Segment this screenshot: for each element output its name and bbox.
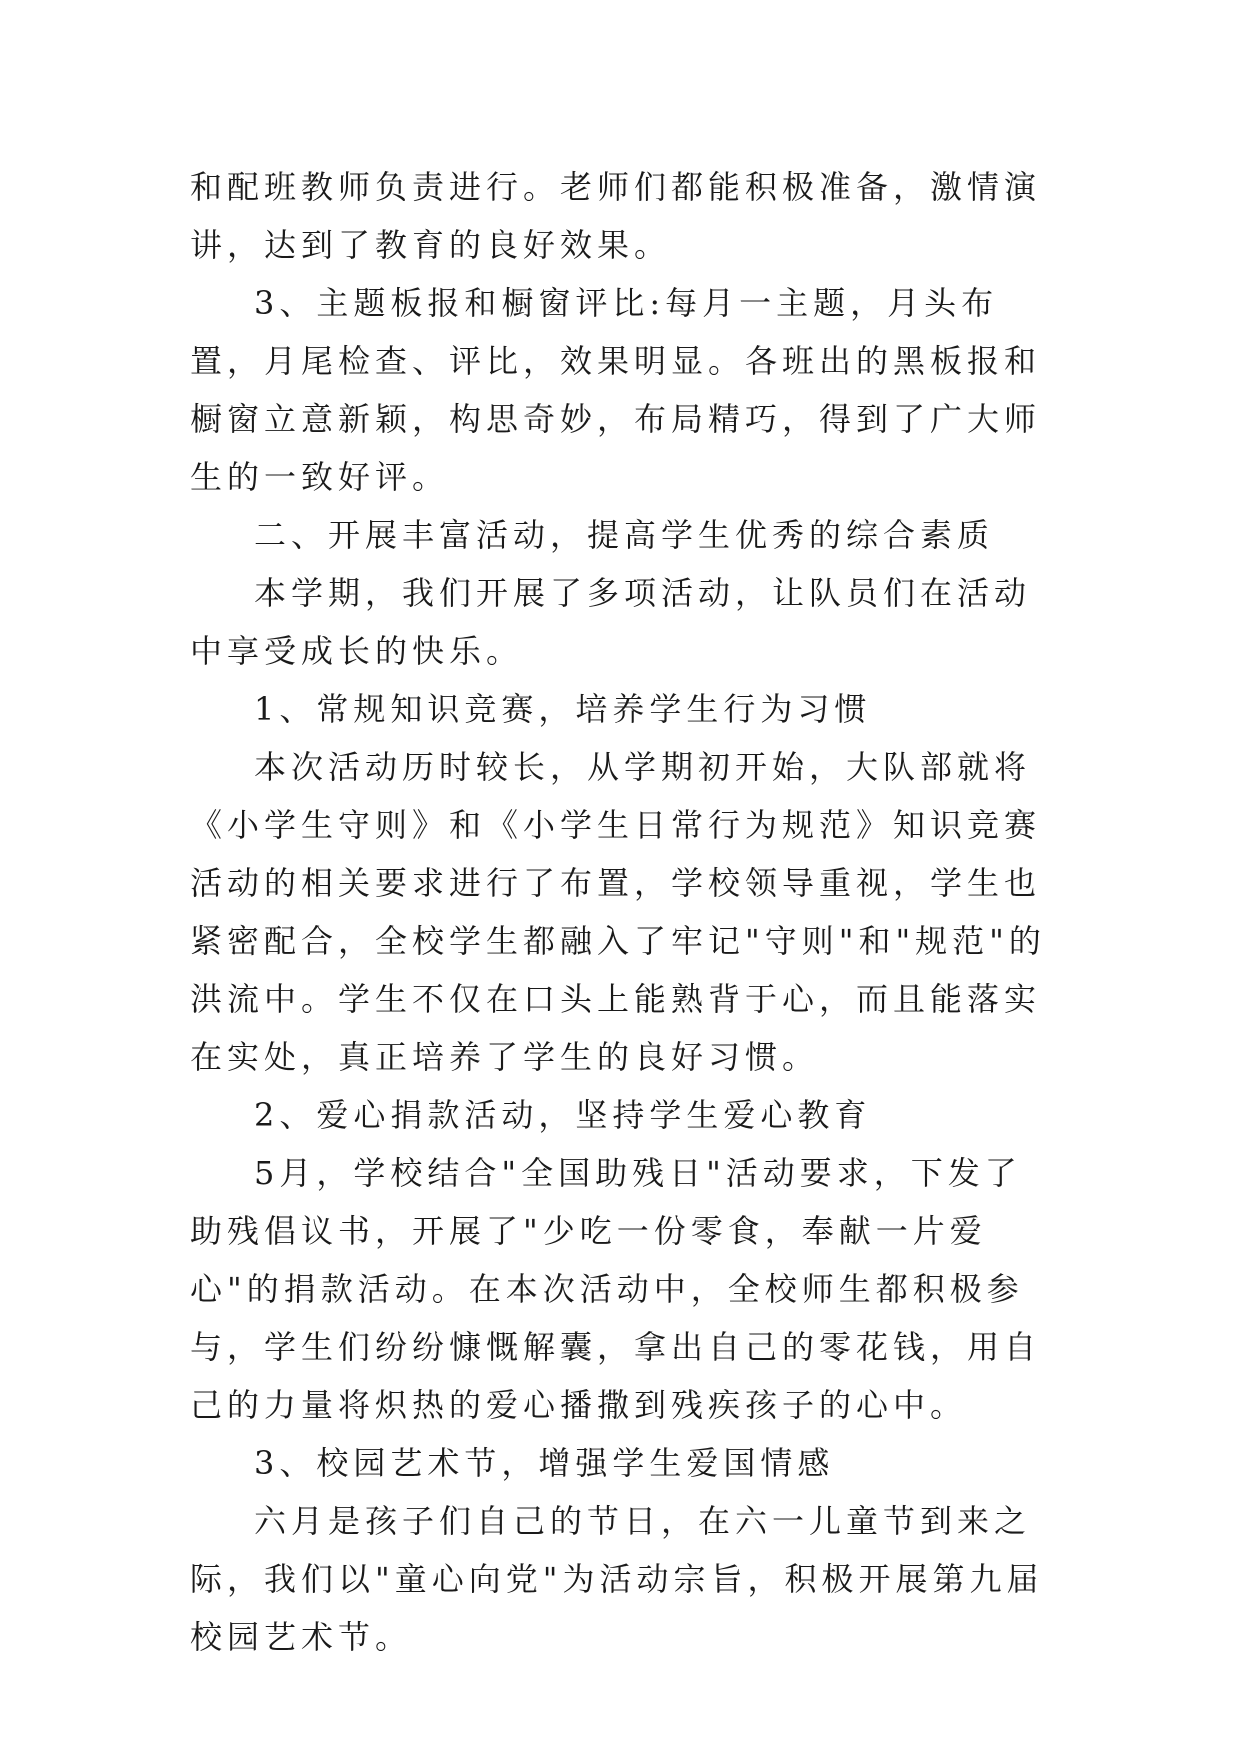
- subheading-knowledge-contest: 1、常规知识竞赛，培养学生行为习惯: [254, 690, 872, 728]
- subheading-art-festival: 3、校园艺术节，增强学生爱国情感: [254, 1444, 835, 1482]
- paragraph-activities-intro: 本学期，我们开展了多项活动，让队员们在活动中享受成长的快乐。: [190, 574, 1032, 670]
- paragraph-continuation: 和配班教师负责进行。老师们都能积极准备，激情演讲，达到了教育的良好效果。: [190, 168, 1042, 264]
- paragraph-donation: 5月，学校结合"全国助残日"活动要求，下发了助残倡议书，开展了"少吃一份零食，奉献一片爱心"的捐款活动。在本次活动中，全校师生都积极参与，学生们纷纷慷慨解囊，拿出自己的零花钱，用自己的力量将炽热的爱心播撒到残疾孩子的心中。: [190, 1154, 1042, 1424]
- document-body: [190, 158, 1056, 1666]
- paragraph-art-festival: 六月是孩子们自己的节日，在六一儿童节到来之际，我们以"童心向党"为活动宗旨，积极开展第九届校园艺术节。: [190, 1502, 1044, 1656]
- subheading-donation: 2、爱心捐款活动，坚持学生爱心教育: [254, 1096, 872, 1134]
- paragraph-board-window-review: 3、主题板报和橱窗评比:每月一主题，月头布置，月尾检查、评比，效果明显。各班出的黑板报和橱窗立意新颖，构思奇妙，布局精巧，得到了广大师生的一致好评。: [190, 284, 1042, 496]
- paragraph-knowledge-contest: 本次活动历时较长，从学期初开始，大队部就将《小学生守则》和《小学生日常行为规范》知识竞赛活动的相关要求进行了布置，学校领导重视，学生也紧密配合，全校学生都融入了牢记"守则"和"规范"的洪流中。学生不仅在口头上能熟背于心，而且能落实在实处，真正培养了学生的良好习惯。: [190, 748, 1046, 1076]
- section-heading-activities: 二、开展丰富活动，提高学生优秀的综合素质: [254, 516, 995, 554]
